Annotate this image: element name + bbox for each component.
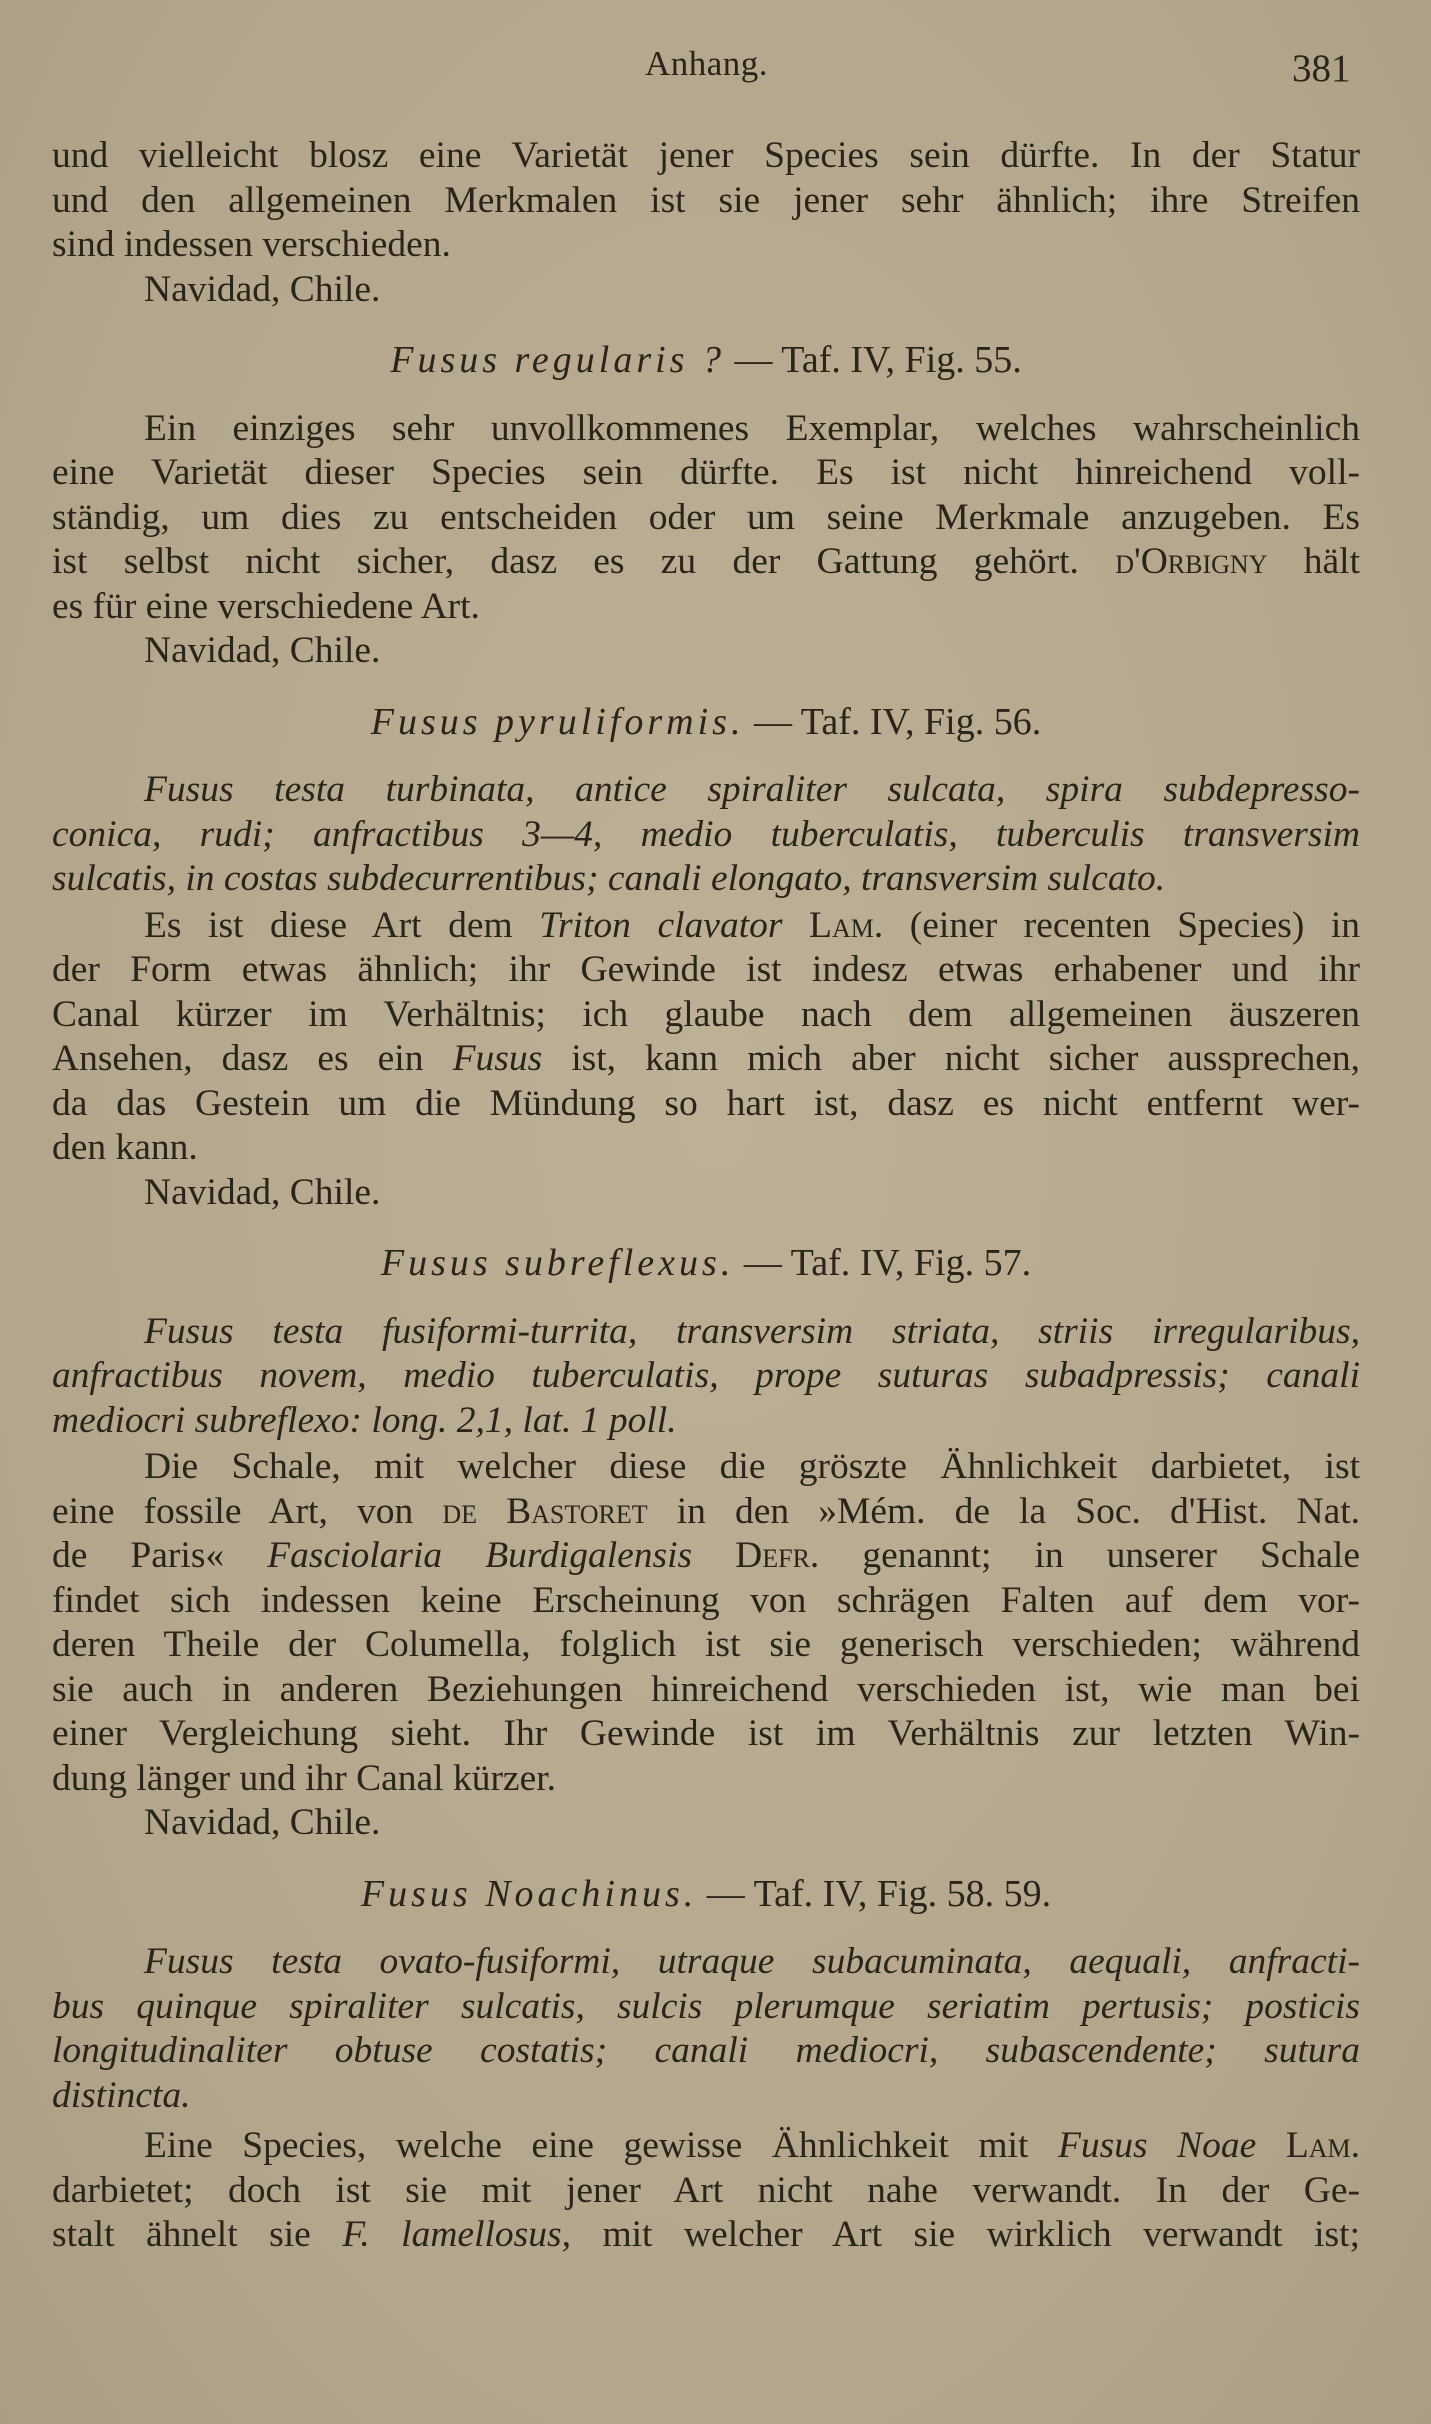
species-description: [52, 407, 1360, 674]
text-line: darbietet; doch ist sie mit jener Art nicht nahe verwandt. In der Ge-: [52, 2169, 1360, 2211]
plate-reference: — Taf. IV, Fig. 57.: [734, 1242, 1032, 1284]
text-line: eine Varietät dieser Species sein dürfte. Es ist nicht hinreichend voll-: [52, 452, 1360, 493]
diagnosis-line: Fusus testa ovato-fusiformi, utraque subacuminata, aequali, anfracti-: [144, 1941, 1360, 1982]
running-head: Anhang.: [645, 44, 769, 83]
author-name: Defr.: [735, 1535, 820, 1576]
text-line: Ansehen, dasz es ein Fusus ist, kann mich aber nicht sicher aussprechen,: [52, 1038, 1360, 1079]
diagnosis-line: conica, rudi; anfractibus 3—4, medio tuberculatis, tuberculis transversim: [52, 813, 1360, 855]
text-line: de Paris« Fasciolaria Burdigalensis Defr. genannt; in unserer Schale: [52, 1535, 1360, 1576]
text-line: und den allgemeinen Merkmalen ist sie jener sehr ähnlich; ihre Streifen: [52, 179, 1360, 221]
diagnosis-line: bus quinque spiraliter sulcatis, sulcis plerumque seriatim pertusis; posticis: [52, 1985, 1360, 2027]
locality: Navidad, Chile.: [144, 1171, 381, 1213]
species-description: [52, 904, 1360, 1216]
text-line: stalt ähnelt sie F. lamellosus, mit welcher Art sie wirklich verwandt ist;: [52, 2214, 1360, 2255]
author-name: Lam.: [1285, 2125, 1361, 2166]
latin-diagnosis: [52, 768, 1360, 902]
author-name: d'Orbigny: [1115, 541, 1268, 582]
diagnosis-line: mediocri subreflexo: long. 2,1, lat. 1 poll.: [52, 1399, 677, 1441]
text-line: da das Gestein um die Mündung so hart ist, dasz es nicht entfernt wer-: [52, 1082, 1360, 1124]
text-line: einer Vergleichung sieht. Ihr Gewinde ist im Verhältnis zur letzten Win-: [52, 1713, 1360, 1754]
text-line: findet sich indessen keine Erscheinung von schrägen Falten auf dem vor-: [52, 1579, 1360, 1621]
diagnosis-line: distincta.: [52, 2074, 191, 2116]
text-line: der Form etwas ähnlich; ihr Gewinde ist indesz etwas erhabener und ihr: [52, 949, 1360, 990]
taxon-name: Fusus: [452, 1038, 543, 1079]
species-name: Fusus subreflexus.: [380, 1242, 735, 1284]
taxon-name: Fusus Noae: [1057, 2125, 1257, 2166]
species-heading: [52, 700, 1360, 745]
species-description: [52, 1445, 1360, 1846]
diagnosis-line: Fusus testa turbinata, antice spiraliter sulcata, spira subdepresso-: [144, 769, 1360, 810]
locality: Navidad, Chile.: [144, 630, 381, 671]
text-line: Canal kürzer im Verhältnis; ich glaube nach dem allgemeinen äuszeren: [52, 993, 1360, 1035]
species-heading: [52, 338, 1360, 383]
page-number: 381: [1292, 47, 1351, 90]
species-heading: [52, 1872, 1360, 1917]
text-line: Die Schale, mit welcher diese die gröszte Ähnlichkeit darbietet, ist: [144, 1446, 1360, 1487]
latin-diagnosis: [52, 1310, 1360, 1444]
taxon-name: Fasciolaria Burdigalensis: [267, 1535, 693, 1576]
plate-reference: — Taf. IV, Fig. 55.: [724, 339, 1022, 381]
taxon-name: F. lamellosus,: [342, 2214, 571, 2255]
text-line: Ein einziges sehr unvollkommenes Exemplar, welches wahrscheinlich: [144, 407, 1360, 449]
taxon-name: Triton clavator: [539, 904, 783, 946]
species-description: [52, 2124, 1360, 2258]
diagnosis-line: longitudinaliter obtuse costatis; canali mediocri, subascendente; sutura: [52, 2030, 1360, 2071]
plate-reference: — Taf. IV, Fig. 58. 59.: [697, 1872, 1052, 1915]
species-name: Fusus Noachinus.: [360, 1872, 698, 1915]
locality: Navidad, Chile.: [144, 268, 381, 310]
continuation-paragraph: [52, 134, 1360, 312]
text-line: und vielleicht blosz eine Varietät jener Species sein dürfte. In der Statur: [52, 135, 1360, 176]
species-heading: [52, 1241, 1360, 1286]
page-header: [0, 44, 1431, 94]
latin-diagnosis: [52, 1940, 1360, 2118]
diagnosis-line: Fusus testa fusiformi-turrita, transversim striata, striis irregularibus,: [144, 1310, 1360, 1352]
author-name: de Bastoret: [442, 1490, 648, 1532]
text-line: dung länger und ihr Canal kürzer.: [52, 1757, 557, 1799]
text-line: es für eine verschiedene Art.: [52, 585, 480, 627]
diagnosis-line: sulcatis, in costas subdecurrentibus; canali elongato, transversim sulcato.: [52, 858, 1166, 899]
species-name: Fusus pyruliformis.: [370, 700, 745, 743]
author-name: Lam.: [809, 904, 884, 946]
text-line: Es ist diese Art dem Triton clavator Lam. (einer recenten Species) in: [144, 904, 1361, 946]
text-line: ständig, um dies zu entscheiden oder um seine Merkmale anzugeben. Es: [52, 496, 1360, 538]
text-line: deren Theile der Columella, folglich ist sie generisch verschieden; während: [52, 1624, 1360, 1665]
page-body: [52, 134, 1360, 2258]
text-line: eine fossile Art, von de Bastoret in den »Mém. de la Soc. d'Hist. Nat.: [52, 1490, 1361, 1532]
locality: Navidad, Chile.: [144, 1802, 381, 1843]
text-line: sie auch in anderen Beziehungen hinreichend verschieden ist, wie man bei: [52, 1668, 1360, 1710]
text-line: den kann.: [52, 1127, 198, 1168]
diagnosis-line: anfractibus novem, medio tuberculatis, prope suturas subadpressis; canali: [52, 1355, 1360, 1396]
text-line: ist selbst nicht sicher, dasz es zu der Gattung gehört. d'Orbigny hält: [52, 541, 1360, 582]
plate-reference: — Taf. IV, Fig. 56.: [744, 700, 1042, 743]
text-line: sind indessen verschieden.: [52, 224, 451, 265]
species-name: Fusus regularis ?: [390, 339, 725, 381]
text-line: Eine Species, welche eine gewisse Ähnlichkeit mit Fusus Noae Lam.: [144, 2125, 1361, 2166]
